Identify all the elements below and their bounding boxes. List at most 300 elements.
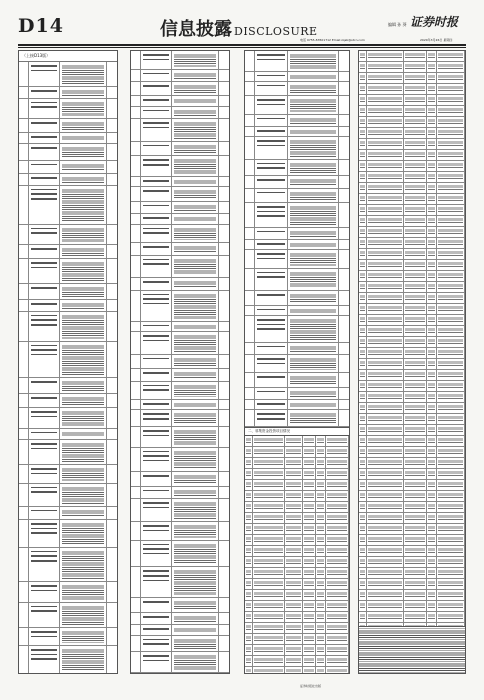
table-row [131, 177, 229, 187]
project-name-cell [141, 278, 172, 289]
table-row [359, 271, 465, 282]
table-row [359, 172, 465, 183]
table-cell [404, 392, 427, 402]
table-row [359, 348, 465, 359]
table-cell [359, 579, 367, 589]
description-cell [60, 225, 107, 245]
table-row [359, 359, 465, 370]
table-row [131, 355, 229, 369]
row-number-cell [19, 225, 29, 245]
row-number-cell [131, 96, 141, 105]
table-cell [285, 634, 304, 644]
amount-cell [339, 127, 349, 136]
table-cell [367, 249, 403, 259]
project-name-cell [255, 306, 288, 315]
table-row [245, 96, 349, 114]
table-cell [359, 612, 367, 622]
table-row [359, 480, 465, 491]
project-name-cell [255, 203, 288, 227]
table-cell [404, 601, 427, 611]
amount-cell [219, 636, 229, 652]
row-number-cell [19, 628, 29, 645]
row-number-cell [245, 160, 255, 175]
table-row [359, 568, 465, 579]
table-row [359, 535, 465, 546]
table-cell [427, 205, 438, 215]
table-row [131, 472, 229, 486]
table-row [245, 82, 349, 96]
table-row [131, 243, 229, 255]
table-cell [427, 436, 438, 446]
table-cell [245, 458, 253, 468]
table-cell [367, 205, 403, 215]
table-row [359, 392, 465, 403]
description-cell [60, 429, 107, 439]
table-cell [427, 139, 438, 149]
table-row [245, 557, 349, 568]
table-row [245, 269, 349, 292]
project-name-cell [29, 408, 60, 428]
description-cell [172, 369, 219, 380]
row-number-cell [245, 355, 255, 372]
amount-cell [107, 161, 117, 174]
table-cell [326, 579, 349, 589]
table-cell [437, 337, 465, 347]
table-row [131, 156, 229, 177]
description-cell [172, 448, 219, 472]
description-cell [288, 291, 339, 304]
table-row [359, 425, 465, 436]
table-cell [285, 590, 304, 600]
table-row [245, 436, 349, 447]
table-cell [404, 194, 427, 204]
table-row [19, 507, 117, 521]
table-row [131, 332, 229, 355]
amount-cell [219, 70, 229, 81]
table-cell [437, 238, 465, 248]
amount-cell [219, 541, 229, 567]
table-row [245, 306, 349, 316]
table-cell [245, 513, 253, 523]
table-row [19, 342, 117, 379]
table-cell [245, 535, 253, 545]
row-number-cell [245, 388, 255, 399]
table-row [245, 469, 349, 480]
table-row [245, 579, 349, 590]
table-cell [285, 656, 304, 666]
table-row [359, 546, 465, 557]
table-cell [427, 51, 438, 61]
project-name-cell [141, 119, 172, 141]
table-cell [437, 62, 465, 72]
table-row [19, 174, 117, 185]
amount-cell [107, 245, 117, 258]
table-cell [359, 128, 367, 138]
table-row [359, 579, 465, 590]
table-cell [404, 513, 427, 523]
table-cell [427, 557, 438, 567]
project-name-cell [141, 202, 172, 213]
disclosure-column-2 [130, 50, 230, 674]
project-name-cell [29, 133, 60, 143]
row-number-cell [19, 429, 29, 439]
table-cell [437, 293, 465, 303]
project-name-cell [141, 499, 172, 521]
project-name-cell [141, 225, 172, 243]
table-row [245, 228, 349, 240]
table-cell [359, 139, 367, 149]
project-name-cell [255, 176, 288, 187]
description-cell [60, 284, 107, 299]
table-cell [359, 557, 367, 567]
table-cell [245, 447, 253, 457]
table-cell [359, 568, 367, 578]
table-cell [303, 546, 315, 556]
amount-cell [339, 410, 349, 425]
table-cell [367, 348, 403, 358]
description-cell [172, 567, 219, 597]
table-row [359, 491, 465, 502]
amount-cell [339, 228, 349, 239]
table-cell [404, 62, 427, 72]
table-row [131, 51, 229, 70]
description-cell [288, 316, 339, 342]
project-name-cell [141, 410, 172, 426]
table-cell [367, 304, 403, 314]
table-cell [359, 260, 367, 270]
table-row [19, 62, 117, 87]
table-cell [437, 348, 465, 358]
table-cell [359, 172, 367, 182]
table-cell [359, 282, 367, 292]
table-row [245, 250, 349, 268]
table-cell [253, 634, 284, 644]
project-name-cell [255, 115, 288, 126]
table-cell [427, 524, 438, 534]
table-cell [437, 73, 465, 83]
table-cell [404, 436, 427, 446]
table-cell [303, 645, 315, 655]
project-name-cell [255, 400, 288, 409]
table-row [19, 225, 117, 246]
project-name-cell [255, 189, 288, 202]
table-row [359, 513, 465, 524]
table-cell [253, 546, 284, 556]
table-row [131, 291, 229, 322]
table-row [131, 278, 229, 290]
project-name-cell [141, 243, 172, 254]
project-grid [245, 436, 349, 674]
table-cell [367, 425, 403, 435]
row-number-cell [131, 472, 141, 485]
row-number-cell [245, 240, 255, 249]
table-row [359, 260, 465, 271]
description-cell [288, 269, 339, 291]
table-row [19, 603, 117, 628]
row-number-cell [131, 625, 141, 634]
amount-cell [219, 96, 229, 105]
amount-cell [219, 156, 229, 176]
table-cell [367, 271, 403, 281]
table-cell [303, 502, 315, 512]
amount-cell [339, 203, 349, 227]
table-cell [367, 315, 403, 325]
table-cell [367, 326, 403, 336]
table-cell [427, 227, 438, 237]
table-cell [437, 601, 465, 611]
project-name-cell [141, 472, 172, 485]
table-cell [359, 370, 367, 380]
table-cell [367, 51, 403, 61]
project-name-cell [141, 400, 172, 409]
table-cell [326, 667, 349, 674]
row-number-cell [131, 369, 141, 380]
table-cell [367, 524, 403, 534]
table-cell [404, 535, 427, 545]
table-cell [367, 546, 403, 556]
table-cell [303, 590, 315, 600]
row-number-cell [245, 127, 255, 136]
table-cell [427, 480, 438, 490]
table-row [245, 400, 349, 410]
description-cell [172, 225, 219, 243]
table-row [359, 469, 465, 480]
amount-cell [339, 355, 349, 372]
description-cell [60, 582, 107, 602]
table-row [245, 513, 349, 524]
project-name-cell [141, 598, 172, 611]
row-number-cell [245, 72, 255, 81]
amount-cell [219, 625, 229, 634]
description-cell [172, 410, 219, 426]
table-cell [303, 480, 315, 490]
project-name-cell [141, 427, 172, 447]
table-cell [316, 590, 326, 600]
table-row [359, 370, 465, 381]
table-row [245, 502, 349, 513]
row-number-cell [131, 177, 141, 186]
project-name-cell [141, 96, 172, 105]
table-row [19, 548, 117, 582]
table-cell [367, 392, 403, 402]
table-cell [427, 447, 438, 457]
description-cell [60, 174, 107, 184]
table-cell [253, 480, 284, 490]
amount-cell [339, 51, 349, 71]
row-number-cell [19, 174, 29, 184]
description-cell [288, 51, 339, 71]
table-cell [245, 623, 253, 633]
row-number-cell [19, 87, 29, 97]
table-row [245, 480, 349, 491]
amount-cell [107, 429, 117, 439]
description-cell [172, 256, 219, 278]
row-number-cell [131, 499, 141, 521]
table-cell [316, 469, 326, 479]
table-cell [253, 579, 284, 589]
table-cell [367, 480, 403, 490]
table-cell [367, 117, 403, 127]
table-cell [404, 260, 427, 270]
masthead [0, 0, 484, 46]
table-cell [437, 458, 465, 468]
project-name-cell [141, 382, 172, 400]
table-cell [437, 392, 465, 402]
row-number-cell [131, 652, 141, 672]
project-name-cell [29, 582, 60, 602]
project-name-cell [141, 487, 172, 498]
table-cell [326, 535, 349, 545]
table-cell [427, 282, 438, 292]
table-cell [404, 568, 427, 578]
table-row [131, 82, 229, 96]
row-number-cell [19, 465, 29, 482]
description-cell [288, 203, 339, 227]
table-cell [359, 513, 367, 523]
row-number-cell [19, 408, 29, 428]
amount-cell [339, 176, 349, 187]
description-cell [172, 119, 219, 141]
table-cell [359, 469, 367, 479]
amount-cell [219, 400, 229, 409]
table-cell [245, 601, 253, 611]
table-cell [427, 568, 438, 578]
table-row [245, 388, 349, 400]
table-cell [437, 535, 465, 545]
row-number-cell [19, 119, 29, 132]
project-name-cell [141, 142, 172, 155]
table-cell [245, 656, 253, 666]
table-cell [437, 359, 465, 369]
table-cell [359, 216, 367, 226]
row-number-cell [19, 548, 29, 581]
amount-cell [219, 107, 229, 118]
table-cell [437, 205, 465, 215]
table-cell [367, 370, 403, 380]
row-number-cell [19, 520, 29, 547]
table-cell [367, 227, 403, 237]
project-name-cell [29, 144, 60, 159]
description-cell [60, 394, 107, 407]
table-row [359, 458, 465, 469]
table-cell [316, 601, 326, 611]
row-number-cell [19, 312, 29, 341]
description-cell [60, 245, 107, 258]
row-number-cell [131, 82, 141, 95]
amount-cell [107, 394, 117, 407]
disclosure-column-3 [244, 50, 350, 674]
table-cell [316, 579, 326, 589]
table-row [131, 499, 229, 522]
table-cell [404, 183, 427, 193]
amount-cell [219, 332, 229, 354]
project-name-cell [141, 448, 172, 472]
table-row [245, 491, 349, 502]
table-cell [359, 425, 367, 435]
table-row [245, 590, 349, 601]
table-cell [359, 392, 367, 402]
amount-cell [219, 613, 229, 624]
table-row [245, 623, 349, 634]
table-cell [245, 491, 253, 501]
project-name-cell [29, 174, 60, 184]
table-cell [326, 656, 349, 666]
table-cell [326, 524, 349, 534]
table-cell [437, 513, 465, 523]
row-number-cell [19, 133, 29, 143]
table-cell [427, 183, 438, 193]
table-cell [316, 667, 326, 674]
table-cell [437, 414, 465, 424]
table-cell [359, 535, 367, 545]
table-cell [427, 84, 438, 94]
table-cell [404, 249, 427, 259]
project-name-cell [141, 322, 172, 331]
table-cell [359, 403, 367, 413]
table-cell [404, 216, 427, 226]
amount-cell [339, 72, 349, 81]
table-row [131, 214, 229, 224]
project-name-cell [141, 541, 172, 567]
project-name-cell [29, 507, 60, 520]
table-row [245, 656, 349, 667]
row-number-cell [19, 582, 29, 602]
table-cell [427, 469, 438, 479]
table-cell [316, 480, 326, 490]
table-row [19, 520, 117, 548]
row-number-cell [131, 187, 141, 200]
table-cell [316, 502, 326, 512]
project-name-cell [141, 70, 172, 81]
table-cell [437, 579, 465, 589]
table-cell [245, 436, 253, 446]
row-number-cell [245, 189, 255, 202]
table-row [131, 382, 229, 401]
table-cell [437, 403, 465, 413]
project-name-cell [141, 652, 172, 672]
table-row [245, 601, 349, 612]
table-cell [404, 205, 427, 215]
table-cell [285, 535, 304, 545]
table-cell [367, 73, 403, 83]
table-row [359, 84, 465, 95]
table-cell [326, 634, 349, 644]
table-cell [437, 546, 465, 556]
amount-cell [107, 133, 117, 143]
amount-cell [219, 291, 229, 321]
row-number-cell [131, 119, 141, 141]
description-cell [60, 484, 107, 506]
table-row [131, 119, 229, 142]
table-cell [427, 414, 438, 424]
table-row [131, 636, 229, 653]
table-cell [367, 337, 403, 347]
table-cell [316, 491, 326, 501]
table-cell [404, 425, 427, 435]
row-number-cell [19, 161, 29, 174]
table-cell [326, 436, 349, 446]
table-cell [404, 84, 427, 94]
table-row [359, 227, 465, 238]
table-cell [367, 491, 403, 501]
table-cell [245, 612, 253, 622]
table-cell [303, 436, 315, 446]
table-cell [404, 370, 427, 380]
table-row [19, 259, 117, 284]
description-cell [60, 548, 107, 581]
table-cell [437, 128, 465, 138]
table-row [131, 522, 229, 541]
